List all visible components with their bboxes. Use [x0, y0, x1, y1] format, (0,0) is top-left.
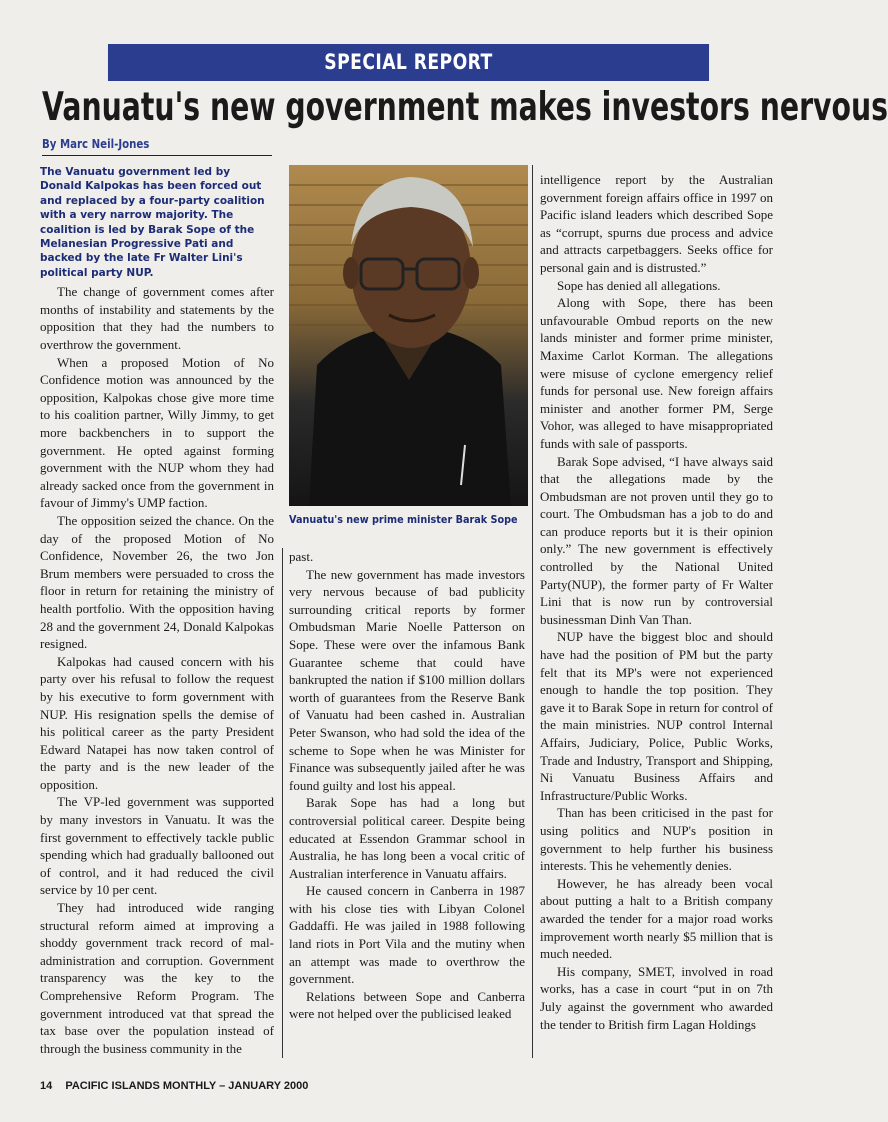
lede: The Vanuatu government led by Donald Kalpokas has been forced out and replaced by a four-party coalition with a very narrow majority. The coalition is led by Barak Sope of the Melanesian Progressive Pati and backed by the late Fr Walter Lini's political party NUP. — [40, 166, 265, 279]
paragraph: The VP-led government was supported by many investors in Vanuatu. It was the first government to effectively tackle public spending which had gradually ballooned out of control, and it had reduced the civil service by 10 per cent. — [40, 794, 274, 898]
paragraph: Sope has denied all allegations. — [557, 277, 721, 293]
column-rule — [282, 548, 283, 1058]
column-2 — [289, 548, 525, 1023]
paragraph: NUP have the biggest bloc and should have had the position of PM but the party felt that its MP's were not experienced enough to handle the top position. They gave it to Barak Sope in return for control of the main ministries. NUP control Internal Affairs, Judiciary, Police, Public Works, Trade and Industry, Transport and Shipping, Ni Vanuatu Business Affairs and Infrastructure/Public Works. — [540, 629, 773, 803]
portrait-illustration — [289, 165, 528, 506]
section-banner: SPECIAL REPORT — [108, 44, 709, 81]
portrait-photo — [289, 165, 528, 506]
paragraph: However, he has already been vocal about putting a halt to a British company awarded the tender for a major road works improvement worth nearly $5 million that is much needed. — [540, 875, 773, 962]
column-rule — [532, 165, 533, 1058]
column-1 — [40, 165, 274, 1057]
paragraph: He caused concern in Canberra in 1987 with his close ties with Libyan Colonel Gaddaffi. He was jailed in 1988 following land riots in Port Vila and the mutiny when an attempt was made to overthrow the government. — [289, 883, 525, 987]
page-footer — [40, 1080, 318, 1092]
paragraph: The opposition seized the chance. On the day of the proposed Motion of No Confidence, November 26, the two Jon Brum members were persuaded to cross the floor in return for retaining the ministry of health portfolio. With the opposition having 28 and the government 24, Donald Kalpokas resigned. — [40, 512, 274, 652]
publication-name: PACIFIC ISLANDS MONTHLY – JANUARY 2000 — [65, 1080, 309, 1092]
paragraph: Than has been criticised in the past for using politics and NUP's position in government to help further his business interests. This he vehemently denies. — [540, 805, 773, 874]
paragraph: The change of government comes after months of instability and statements by the opposition that they had the numbers to overthrow the government. — [40, 284, 274, 353]
column-3 — [540, 171, 773, 1033]
byline-rule — [42, 155, 272, 156]
byline: By Marc Neil-Jones — [42, 137, 150, 151]
headline: Vanuatu's new government makes investors nervous — [42, 85, 888, 130]
paragraph: When a proposed Motion of No Confidence motion was announced by the opposition, Kalpokas chose give more time to his coalition partner, Willy Jimmy, to get more backbenchers in to support the government. He opted against forming government with the NUP whom they had already sacked once from the government in favour of Jimmy's UMP faction. — [40, 354, 274, 511]
paragraph: past. — [289, 549, 314, 564]
paragraph: Barak Sope has had a long but controversial political career. Despite being educated at Essendon Grammar school in Australia, he has long been a vocal critic of Australian interference in Vanuatu affairs. — [289, 795, 525, 881]
paragraph: They had introduced wide ranging structural reform aimed at improving a shoddy government track record of mal-administration and corruption. Government transparency was the key to the Comprehensive Reform Program. The government introduced vat that spread the tax base over the population instead of through the business community in the — [40, 900, 274, 1056]
paragraph: Kalpokas had caused concern with his party over his refusal to follow the request by his executive to form government with NUP. His resignation spells the demise of his political career as the party President Edward Natapei has now taken control of the party and is the new leader of the opposition. — [40, 653, 274, 792]
paragraph: Barak Sope advised, “I have always said that the allegations made by the Ombudsman are not proven until they go to court. The Ombudsman has a job to do and can produce reports but it is their opinion only.” The new government is effectively controlled by the National United Party(NUP), the former party of Fr Walter Lini that is now run by controversial businessman Dinh Van Than. — [540, 453, 773, 627]
page-number: 14 — [40, 1080, 53, 1092]
photo-caption: Vanuatu's new prime minister Barak Sope — [289, 514, 518, 526]
paragraph: Relations between Sope and Canberra were not helped over the publicised leaked — [289, 988, 525, 1022]
paragraph: Along with Sope, there has been unfavourable Ombud reports on the new lands minister and former prime minister, Maxime Carlot Korman. The allegations were misuse of cyclone emergency relief funds for personal use. New foreign affairs minister and another former PM, Serge Vohor, was alleged to have misappropriated funds with sale of passports. — [540, 295, 773, 451]
paragraph: His company, SMET, involved in road works, has a case in court “put in on 7th July against the government who awarded the tender to British firm Lagan Holdings — [540, 963, 773, 1032]
paragraph: intelligence report by the Australian government foreign affairs office in 1997 on Pacific island leaders which described Sope as “corrupt, spurns due process and advice and attracts carpetbaggers. Seeks office for personal gain and is distrusted.” — [540, 172, 773, 275]
paragraph: The new government has made investors very nervous because of bad publicity surrounding critical reports by former Ombudsman Marie Noelle Patterson on Sope. These were over the infamous Bank Guarantee scheme that could have bankrupted the nation if $100 million dollars worth of guarantees from the Reserve Bank of Vanuatu had been cashed in. Australian Peter Swanson, who had sold the idea of the scheme to Sope when he was Minister for Finance was subsequently jailed after he was found guilty and lost his appeal. — [289, 566, 525, 793]
